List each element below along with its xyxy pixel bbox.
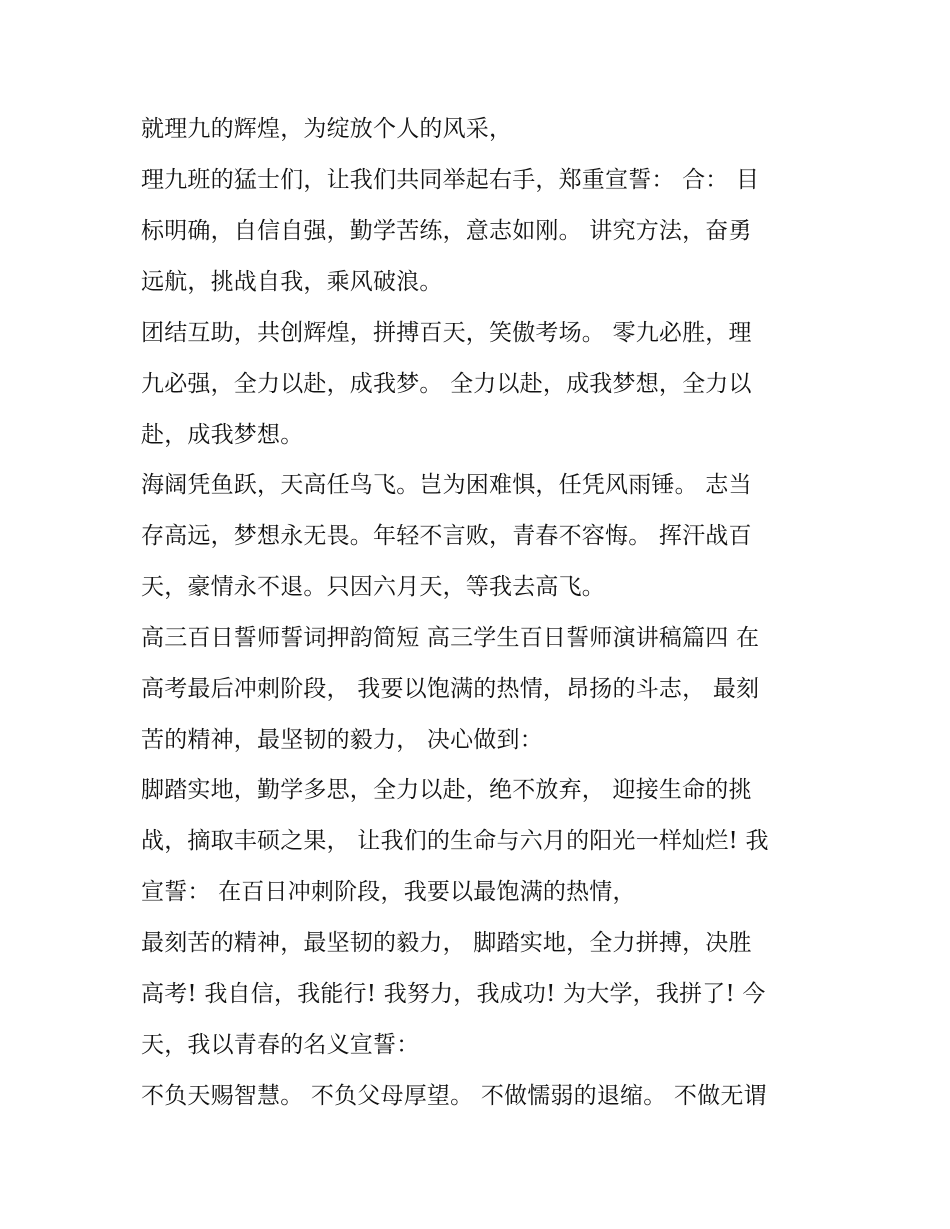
text-line: 高考! 我自信，我能行! 我努力，我成功! 为大学，我拼了! 今 [141, 981, 766, 1007]
text-line: 高三百日誓师誓词押韵简短 高三学生百日誓师演讲稿篇四 在 [141, 625, 760, 651]
text-line: 脚踏实地，勤学多思，全力以赴，绝不放弃， 迎接生命的挑 [141, 777, 752, 803]
text-line: 存高远，梦想永无畏。年轻不言败，青春不容悔。 挥汗战百 [141, 523, 752, 549]
text-line: 赴，成我梦想。 [141, 422, 304, 448]
text-line: 标明确，自信自强，勤学苦练，意志如刚。 讲究方法，奋勇 [141, 218, 752, 244]
text-line: 九必强，全力以赴，成我梦。 全力以赴，成我梦想，全力以 [141, 371, 752, 397]
text-line: 天，我以青春的名义宣誓： [141, 1032, 420, 1058]
text-line: 最刻苦的精神，最坚韧的毅力， 脚踏实地，全力拼搏，决胜 [141, 930, 752, 956]
text-line: 就理九的辉煌，为绽放个人的风采， [141, 116, 513, 142]
text-line: 不负天赐智慧。 不负父母厚望。 不做懦弱的退缩。 不做无谓 [141, 1083, 767, 1109]
text-line: 天，豪情永不退。只因六月天，等我去高飞。 [141, 574, 605, 600]
text-line: 战，摘取丰硕之果， 让我们的生命与六月的阳光一样灿烂! 我 [141, 828, 769, 854]
text-line: 海阔凭鱼跃，天高任鸟飞。岂为困难惧，任凭风雨锤。 志当 [141, 472, 752, 498]
text-line: 团结互助，共创辉煌，拼搏百天，笑傲考场。 零九必胜，理 [141, 320, 752, 346]
text-line: 苦的精神，最坚韧的毅力， 决心做到： [141, 727, 543, 753]
text-line: 高考最后冲刺阶段， 我要以饱满的热情，昂扬的斗志， 最刻 [141, 676, 760, 702]
text-line: 宣誓： 在百日冲刺阶段，我要以最饱满的热情， [141, 879, 636, 905]
text-line: 理九班的猛士们，让我们共同举起右手，郑重宣誓： 合： 目 [141, 167, 760, 193]
text-line: 远航，挑战自我，乘风破浪。 [141, 269, 443, 295]
